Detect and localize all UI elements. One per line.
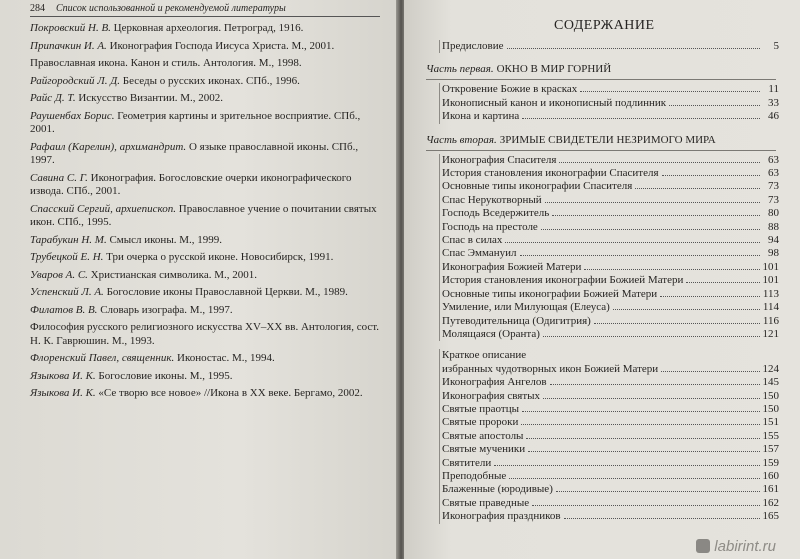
table-of-contents (426, 40, 779, 524)
toc-page-number: 121 (762, 327, 779, 340)
toc-entry-label: Иконописный канон и иконописный подлинник (442, 96, 667, 109)
toc-page-number: 114 (762, 301, 779, 314)
bibliography-entry (30, 57, 380, 71)
toc-page-number: 101 (762, 274, 779, 287)
toc-entry (439, 234, 779, 247)
dot-leader (522, 403, 760, 412)
toc-entry (439, 457, 779, 470)
toc-entry-first-line (439, 349, 779, 362)
entry-text: Церковная археология. Петроград, 1916. (110, 22, 304, 34)
toc-entry (439, 167, 779, 180)
toc-entry (439, 110, 779, 123)
toc-page-number: 101 (762, 260, 779, 273)
toc-entry-label: Иконография Ангелов (442, 376, 547, 389)
toc-entry (439, 328, 779, 341)
toc-entry (439, 430, 779, 443)
toc-page-number: 150 (762, 389, 779, 402)
bibliography-entry (30, 141, 380, 168)
toc-entry (439, 443, 779, 456)
bibliography-entry (30, 75, 380, 89)
bibliography-list (30, 22, 380, 405)
dot-leader (526, 430, 759, 439)
dot-leader (532, 497, 759, 506)
toc-entry (439, 288, 779, 301)
toc-entry (439, 416, 779, 429)
toc-page-number: 145 (762, 376, 779, 389)
toc-entry (439, 221, 779, 234)
dot-leader (660, 288, 760, 297)
entry-author: Языкова И. К. (30, 387, 96, 399)
dot-leader (543, 390, 759, 399)
toc-page-number: 98 (768, 247, 779, 260)
toc-entry-label: Спас в силах (442, 234, 503, 247)
toc-page-number: 63 (768, 167, 779, 180)
toc-page-number: 151 (762, 416, 779, 429)
part-prefix: Часть вторая. (426, 133, 497, 146)
toc-entry (439, 194, 779, 207)
dot-leader (550, 376, 760, 385)
part-title: ОКНО В МИР ГОРНИЙ (496, 63, 612, 76)
toc-page-number: 11 (768, 83, 779, 96)
dot-leader (509, 470, 759, 479)
toc-page-number: 155 (762, 429, 779, 442)
toc-entry-label: Откровение Божие в красках (442, 83, 578, 96)
entry-author: Раушенбах Борис. (30, 109, 115, 122)
toc-entry (439, 247, 779, 260)
toc-part-heading (426, 133, 776, 151)
dot-leader (559, 154, 760, 163)
entry-author: Уваров А. С. (30, 268, 88, 281)
toc-page-number: 113 (762, 287, 779, 300)
toc-entry-label: Преподобные (442, 469, 507, 482)
toc-entry-label: История становления иконографии Спасителя (442, 167, 659, 180)
toc-entry-label: Икона и картина (442, 110, 520, 123)
right-page (404, 0, 800, 559)
dot-leader (613, 301, 760, 310)
bibliography-entry (30, 203, 380, 230)
dot-leader (661, 363, 759, 372)
entry-text: Геометрия картины и зрительное восприятие. СПб., 2001. (30, 109, 361, 135)
watermark: labirint.ru (696, 538, 776, 555)
entry-author: Рафаил (Карелин), архимандрит. (30, 140, 187, 153)
entry-author: Трубецкой Е. Н. (30, 251, 104, 263)
toc-page-number: 88 (768, 220, 779, 233)
running-head (30, 2, 380, 17)
toc-entry-label: Блаженные (юродивые) (442, 483, 553, 496)
toc-entry (439, 510, 779, 523)
toc-entry-label: Святители (442, 456, 492, 469)
dot-leader (635, 180, 760, 189)
toc-entry (439, 470, 779, 483)
dot-leader (556, 483, 760, 492)
toc-page-number: 159 (762, 456, 779, 469)
entry-text: Православная икона. Канон и стиль. Антология. М., 1998. (30, 57, 302, 69)
entry-text: Словарь изографа. М., 1997. (97, 303, 233, 316)
toc-entry (439, 261, 779, 274)
bibliography-entry (30, 321, 380, 348)
dot-leader (545, 194, 760, 203)
toc-entry (439, 301, 779, 314)
toc-entry-label: Святые праведные (442, 496, 530, 509)
toc-entry-label: Путеводительница (Одигитрия) (442, 314, 591, 327)
toc-entry (439, 83, 779, 96)
bibliography-entry (30, 92, 380, 106)
bibliography-entry (30, 172, 380, 199)
entry-text: Богословие иконы. М., 1995. (95, 369, 233, 382)
toc-part-heading (426, 62, 776, 80)
dot-leader (552, 207, 760, 216)
dot-leader (505, 234, 760, 243)
dot-leader (594, 315, 760, 324)
toc-entry (439, 497, 779, 510)
dot-leader (580, 83, 760, 92)
part-prefix: Часть первая. (426, 63, 494, 76)
dot-leader (669, 97, 760, 106)
toc-entry-label: Молящаяся (Оранта) (442, 327, 540, 340)
dot-leader (662, 167, 761, 176)
entry-text: Иконография Господа Иисуса Христа. М., 2001. (106, 39, 335, 52)
toc-entry-label: Краткое описание (442, 349, 527, 362)
entry-author: Флоренский Павел, священник. (30, 352, 175, 364)
toc-entry (439, 483, 779, 496)
toc-page-number: 150 (762, 402, 779, 415)
toc-page-number: 63 (768, 153, 779, 166)
bibliography-entry (30, 352, 380, 366)
toc-entry-label: История становления иконографии Божией Матери (442, 274, 684, 287)
toc-page-number: 124 (762, 362, 779, 375)
entry-author: Покровский Н. В. (30, 22, 111, 34)
labirint-logo-icon (696, 539, 710, 553)
entry-author: Языкова И. К. (30, 369, 96, 382)
entry-text: Три очерка о русской иконе. Новосибирск, 1991. (103, 251, 334, 263)
bibliography-entry (30, 387, 380, 401)
entry-text: Иконография. Богословские очерки иконографического извода. СПб., 2001. (30, 171, 352, 197)
toc-entry (439, 390, 779, 403)
page-number: 284 (30, 3, 45, 14)
entry-text: О языке православной иконы. СПб., 1997. (30, 140, 359, 166)
entry-text: Философия русского религиозного искусства XV–XX вв. Антология, сост. Н. К. Гаврюшин. М., 1993. (30, 321, 380, 347)
toc-entry (439, 376, 779, 389)
dot-leader (543, 328, 760, 337)
toc-page-number: 165 (762, 510, 779, 523)
entry-text: Христианская символика. М., 2001. (87, 268, 258, 281)
bibliography-entry (30, 22, 380, 36)
dot-leader (522, 110, 760, 119)
toc-page-number: 46 (768, 110, 779, 123)
toc-entry (439, 154, 779, 167)
toc-entry-label: Предисловие (442, 40, 504, 52)
entry-author: Припачкин И. А. (30, 39, 107, 52)
toc-entry-label: Спас Нерукотворный (442, 193, 542, 206)
toc-page-number: 160 (762, 469, 779, 482)
toc-page-number: 162 (762, 496, 779, 509)
toc-page-number: 73 (768, 180, 779, 193)
bibliography-entry (30, 110, 380, 137)
entry-author: Райс Д. Т. (30, 92, 76, 104)
toc-entry (439, 97, 779, 110)
dot-leader (584, 261, 759, 270)
entry-text: Иконостас. М., 1994. (174, 352, 275, 364)
toc-entry (439, 180, 779, 193)
toc-page-number: 80 (768, 207, 779, 220)
bibliography-entry (30, 234, 380, 248)
dot-leader (507, 40, 761, 49)
toc-page-number: 94 (768, 234, 779, 247)
left-page (0, 0, 398, 559)
running-head-title: Список использованной и рекомендуемой литературы (56, 3, 286, 14)
bibliography-entry (30, 286, 380, 300)
toc-entry-label: избранных чудотворных икон Божией Матери (442, 362, 659, 375)
dot-leader (686, 274, 759, 283)
entry-text: Богословие иконы Православной Церкви. М., 1989. (103, 286, 348, 298)
dot-leader (564, 510, 760, 519)
bibliography-entry (30, 40, 380, 54)
toc-entry-label: Основные типы иконографии Божией Матери (442, 287, 658, 300)
bibliography-entry (30, 370, 380, 384)
toc-heading: СОДЕРЖАНИЕ (554, 18, 655, 33)
entry-author: Успенский Л. А. (30, 286, 104, 298)
toc-page-number: 33 (768, 96, 779, 109)
entry-author: Тарабукин Н. М. (30, 233, 107, 246)
bibliography-entry (30, 269, 380, 283)
part-title: ЗРИМЫЕ СВИДЕТЕЛИ НЕЗРИМОГО МИРА (499, 133, 716, 146)
toc-entry-label: Спас Эммануил (442, 247, 517, 260)
dot-leader (528, 443, 759, 452)
toc-entry (439, 274, 779, 287)
toc-entry-label: Святые апостолы (442, 429, 524, 442)
entry-author: Филатов В. В. (30, 303, 98, 316)
toc-entry-label: Господь Вседержитель (442, 207, 550, 220)
toc-page-number: 73 (768, 193, 779, 206)
dot-leader (494, 457, 759, 466)
entry-author: Спасский Сергий, архиепископ. (30, 202, 176, 215)
toc-entry (439, 207, 779, 220)
bibliography-entry (30, 304, 380, 318)
toc-entry-label: Иконография святых (442, 389, 541, 402)
dot-leader (541, 221, 760, 230)
entry-author: Райгородский Л. Д. (30, 74, 120, 87)
toc-page-number: 161 (762, 483, 779, 496)
entry-text: Православное учение о почитании святых икон. СПб., 1995. (30, 202, 377, 228)
toc-entry-label: Святые мученики (442, 443, 526, 456)
bibliography-entry (30, 251, 380, 265)
toc-entry-label: Основные типы иконографии Спасителя (442, 180, 633, 193)
toc-entry (439, 40, 779, 53)
toc-entry-label: Иконография Божией Матери (442, 260, 582, 273)
entry-text: Беседы о русских иконах. СПб., 1996. (120, 74, 300, 87)
toc-entry-label: Умиление, или Милующая (Елеуса) (442, 301, 610, 314)
toc-entry-label: Иконография Спасителя (442, 153, 557, 166)
toc-entry (439, 403, 779, 416)
entry-text: Искусство Византии. М., 2002. (75, 92, 224, 104)
toc-page-number: 157 (762, 443, 779, 456)
entry-author: Савина С. Г. (30, 171, 88, 184)
toc-page-number: 5 (773, 40, 779, 52)
toc-entry-label: Святые пророки (442, 416, 519, 429)
dot-leader (521, 416, 759, 425)
entry-text: «Се творю все новое» //Икона в XX веке. Бергамо, 2002. (95, 387, 363, 399)
toc-entry-label: Святые праотцы (442, 402, 519, 415)
dot-leader (520, 247, 761, 256)
toc-page-number: 116 (762, 314, 779, 327)
toc-entry-label: Иконография праздников (442, 510, 561, 523)
entry-text: Смысл иконы. М., 1999. (106, 233, 222, 246)
toc-entry-label: Господь на престоле (442, 220, 538, 233)
toc-entry (439, 363, 779, 376)
toc-entry (439, 315, 779, 328)
